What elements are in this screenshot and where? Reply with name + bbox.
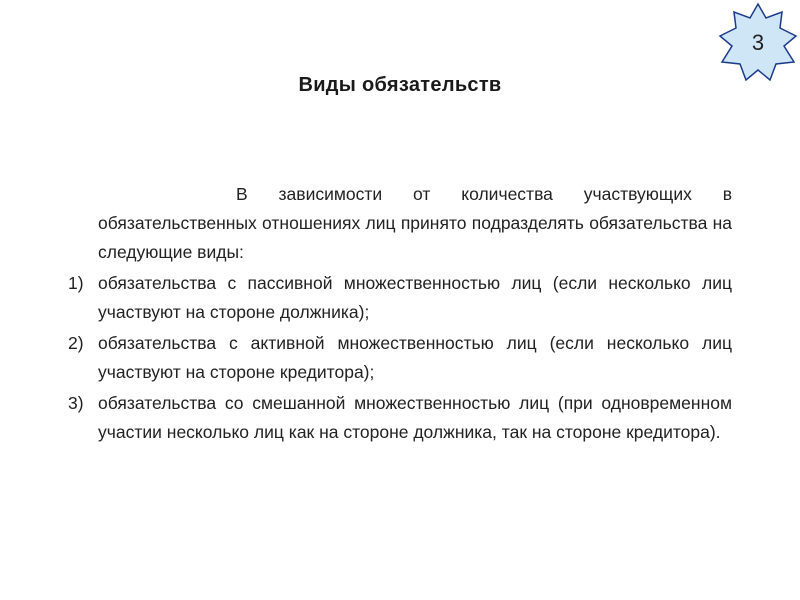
- list-item-number: 1): [68, 273, 84, 293]
- list-item: [68, 269, 732, 327]
- list-item: [68, 329, 732, 387]
- slide-body: [68, 180, 732, 447]
- slide-number: 3: [751, 30, 765, 55]
- list-item-text: обязательства с активной множественностью лиц (если несколько лиц участвуют на стороне кредитора);: [98, 333, 732, 382]
- list-item-text: обязательства с пассивной множественностью лиц (если несколько лиц участвуют на стороне должника);: [98, 273, 732, 322]
- list-item-number: 3): [68, 393, 84, 413]
- slide-title: Виды обязательств: [298, 74, 502, 96]
- intro-paragraph: В зависимости от количества участвующих в обязательственных отношениях лиц принято подразделять обязательства на следующие виды:: [98, 184, 732, 262]
- list-item: [68, 389, 732, 447]
- slide-number-badge: [716, 2, 800, 84]
- list-item-text: обязательства со смешанной множественностью лиц (при одновременном участии несколько лиц как на стороне должника, так на стороне кредитора).: [98, 393, 732, 442]
- list-item-number: 2): [68, 333, 84, 353]
